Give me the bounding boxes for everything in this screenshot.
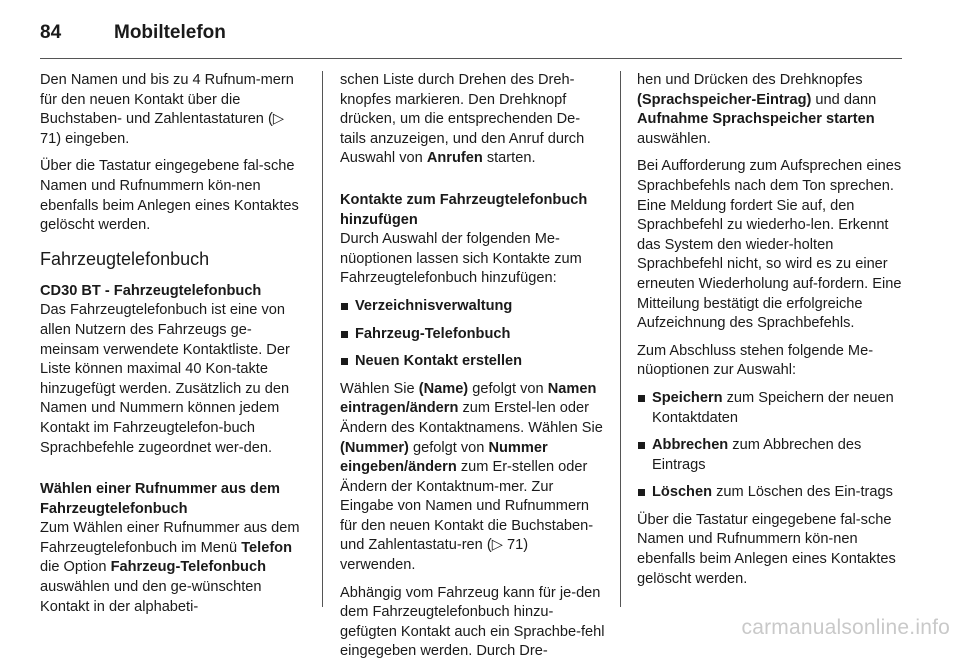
bullet-square-icon — [638, 442, 645, 449]
paragraph: Durch Auswahl der folgenden Me-nüoptionen lassen sich Kontakte zum Fahrzeugtelefonbuch hinzufügen: — [340, 231, 582, 287]
menu-term: Telefon — [241, 539, 293, 556]
subsection-heading: Kontakte zum Fahrzeugtelefonbuch hinzufügen — [340, 191, 588, 228]
column-1 — [40, 71, 305, 625]
paragraph: Abhängig vom Fahrzeug kann für je-den dem Fahrzeugtelefonbuch hinzu-gefügten Kontakt auch ein Sprachbe-fehl eingegeben werden. Durch Dre- — [340, 584, 605, 660]
reference-arrow-icon: ▷ — [491, 537, 503, 554]
menu-term: Fahrzeug-Telefonbuch — [110, 559, 266, 576]
list-item: Speichern zum Speichern der neuen Kontaktdaten — [637, 389, 905, 428]
page-number: 84 — [40, 22, 62, 43]
option-list — [637, 389, 905, 503]
column-divider — [322, 71, 323, 607]
paragraph: Zum Abschluss stehen folgende Me-nüoptionen zur Auswahl: — [637, 342, 874, 379]
column-3 — [637, 71, 905, 597]
bullet-square-icon — [638, 395, 645, 402]
bullet-square-icon — [341, 331, 348, 338]
watermark: carmanualsonline.info — [741, 616, 950, 639]
header-rule — [40, 58, 902, 59]
paragraph: Über die Tastatur eingegebene fal-sche Namen und Rufnummern kön-nen ebenfalls beim Anlegen eines Kontaktes gelöscht werden. — [637, 511, 896, 587]
menu-path-list — [340, 297, 605, 372]
list-item: Abbrechen zum Abbrechen des Eintrags — [637, 436, 905, 475]
paragraph: Das Fahrzeugtelefonbuch ist eine von allen Nutzern des Fahrzeugs ge-meinsam verwendete Kontaktliste. Der Liste können maximal 40 Kon-takte hinzugefügt werden. Zusätzlich zu den Namen und Nummern können jedem Kontakt im Fahrzeugtelefon-buch Sprachbefehle zugeordnet wer-den. — [40, 302, 290, 456]
column-divider — [620, 71, 621, 607]
menu-term: Anrufen — [426, 150, 483, 167]
reference-arrow-icon: ▷ — [272, 111, 285, 128]
bullet-square-icon — [341, 358, 348, 365]
list-item: Löschen zum Löschen des Ein-trags — [637, 483, 905, 503]
paragraph: schen Liste durch Drehen des Dreh-knopfes markieren. Den Drehknopf drücken, um die entsprechenden De-tails anzuzeigen, und den Anruf durch Auswahl von Anrufen starten. — [340, 72, 585, 167]
column-2 — [340, 71, 605, 670]
paragraph: hen und Drücken des Drehknopfes (Sprachspeicher-Eintrag) und dann Aufnahme Sprachspeicher starten auswählen. — [637, 72, 877, 147]
list-item: Fahrzeug-Telefonbuch — [340, 325, 605, 345]
paragraph: Über die Tastatur eingegebene fal-sche Namen und Rufnummern kön-nen ebenfalls beim Anlegen eines Kontaktes gelöscht werden. — [40, 158, 299, 234]
bullet-square-icon — [638, 489, 645, 496]
page-title: Mobiltelefon — [114, 22, 226, 43]
paragraph: Den Namen und bis zu 4 Rufnum-mern für den neuen Kontakt über die Buchstaben- und Zahlentastaturen (▷ 71) eingeben. — [40, 72, 294, 147]
subsection-heading: CD30 BT - Fahrzeugtelefonbuch — [40, 282, 262, 299]
paragraph: Zum Wählen einer Rufnummer aus dem Fahrzeugtelefonbuch im Menü Telefon die Option Fahrzeug-Telefonbuch auswählen und den ge-wünschten Kontakt in der alphabeti- — [40, 520, 300, 615]
subsection-heading: Wählen einer Rufnummer aus dem Fahrzeugtelefonbuch — [40, 481, 281, 517]
list-item: Verzeichnisverwaltung — [340, 297, 605, 317]
paragraph: Bei Aufforderung zum Aufsprechen eines Sprachbefehls nach dem Ton sprechen. Eine Meldung fordert Sie auf, den Sprachbefehl zu wiederho-len. Erkennt das System den wieder-holten Sprachbefehl nicht, so wird es zu einer erneuten Wiederholung auf-fordern. Eine Mitteilung bestätigt die erfolgreiche Aufzeichnung des Sprachbefehls. — [637, 158, 902, 332]
bullet-square-icon — [341, 303, 348, 310]
list-item: Neuen Kontakt erstellen — [340, 352, 605, 372]
section-heading: Fahrzeugtelefonbuch — [40, 248, 210, 269]
paragraph: Wählen Sie (Name) gefolgt von Namen eintragen/ändern zum Erstel-len oder Ändern des Kontaktnamens. Wählen Sie (Nummer) gefolgt von Nummer eingeben/ändern zum Er-stellen oder Ändern der Kontaktnum-mer. Zur Eingabe von Namen und Rufnummern für den neuen Kontakt die Buchstaben- und Zahlentastatu-ren (▷ 71) verwenden. — [340, 380, 603, 574]
